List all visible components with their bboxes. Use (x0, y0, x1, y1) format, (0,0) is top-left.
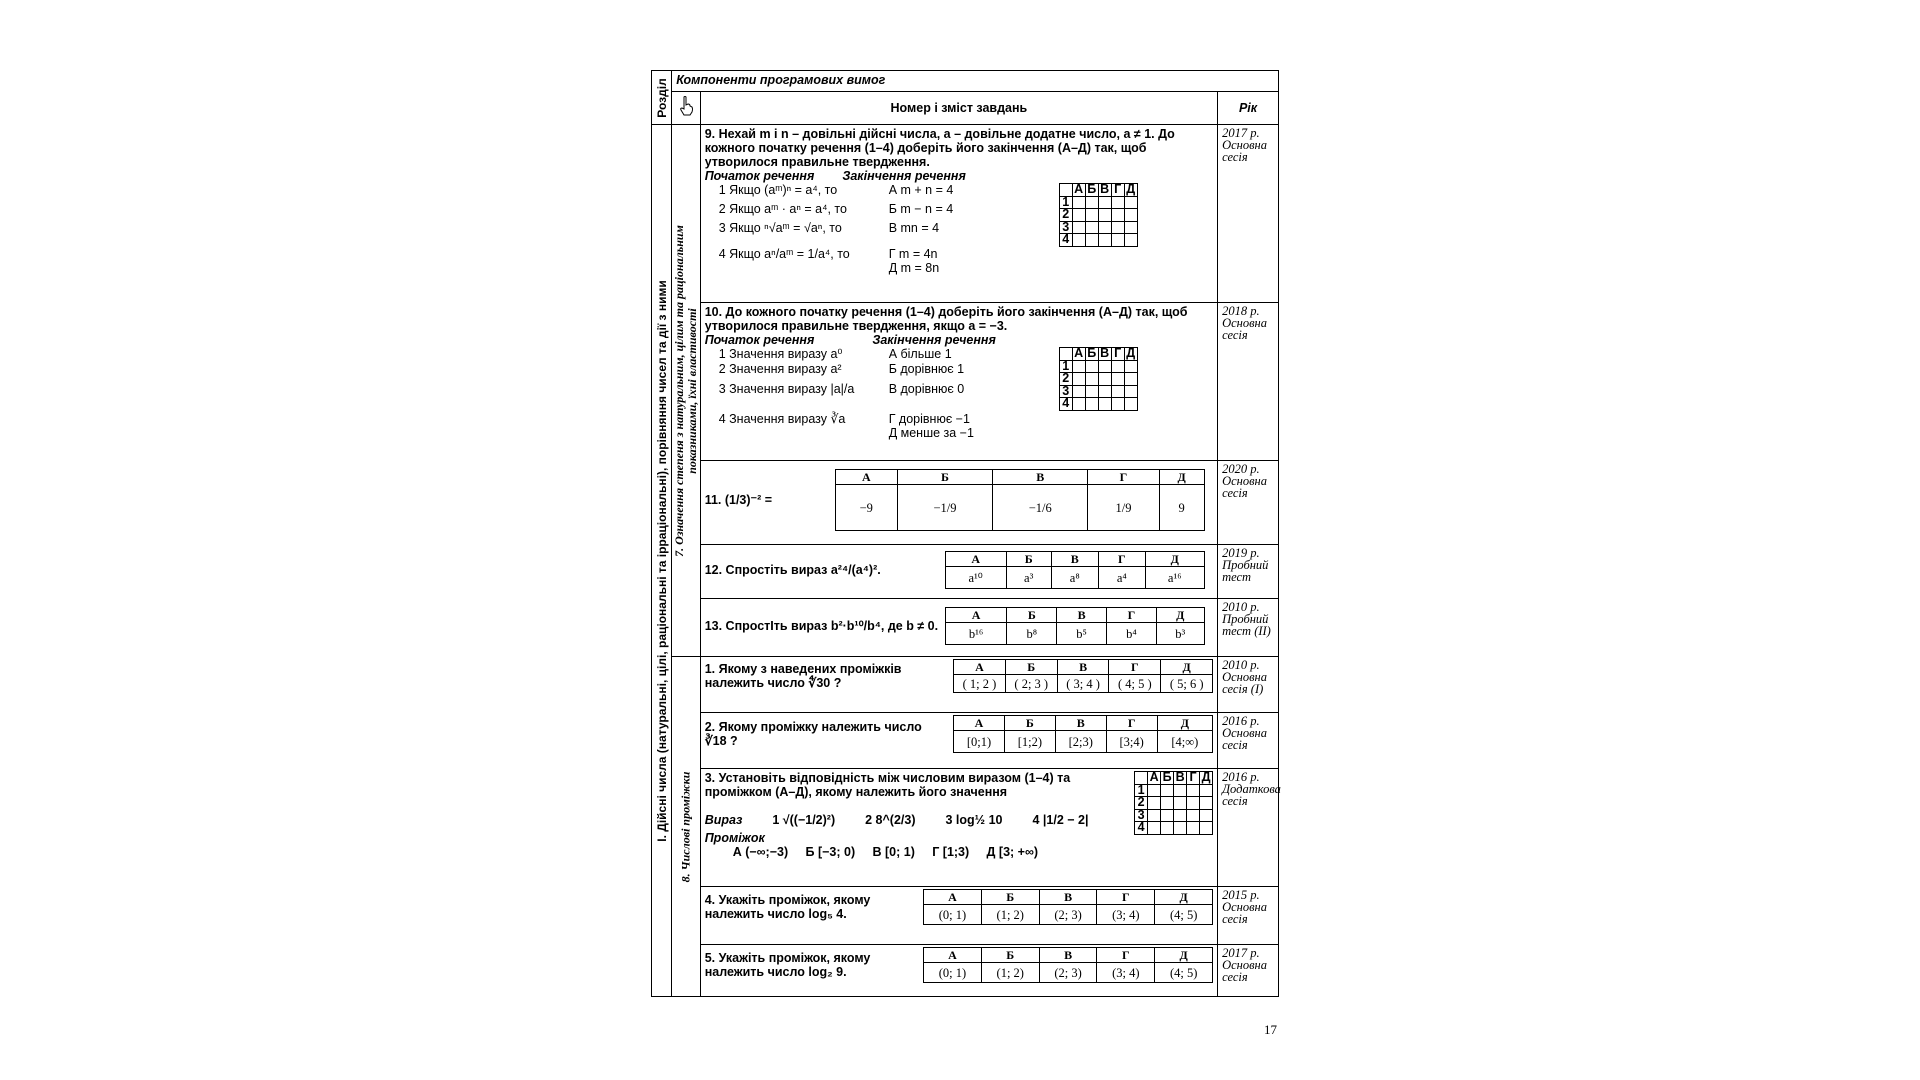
header-components: Компоненти програмових вимог (672, 71, 1279, 92)
task-12: 12. Спростіть вираз a²⁴/(a⁴)². А Б В Г Д a¹⁰ a³ a⁸ a⁴ a¹⁶ (700, 545, 1217, 599)
year-5: 2017 р. Основна сесія (1218, 945, 1279, 997)
header-section: Розділ (652, 71, 672, 125)
answers-13: А Б В Г Д b¹⁶ b⁸ b⁵ b⁴ b³ (945, 607, 1205, 645)
task-2: 2. Якому проміжку належить число ∛18 ? А Б В Г Д [0;1) [1;2) [2;3) [3;4) [4;∞) (700, 713, 1217, 769)
answers-11: А Б В Г Д −9 −1/9 −1/6 1/9 9 (835, 469, 1205, 531)
year-2: 2016 р. Основна сесія (1218, 713, 1279, 769)
year-11: 2020 р. Основна сесія (1218, 461, 1279, 545)
answers-4: А Б В Г Д (0; 1) (1; 2) (2; 3) (3; 4) (4; 5) (923, 889, 1213, 925)
requirements-table (651, 70, 1279, 997)
answer-grid-10: А Б В Г Д 1 2 3 4 (1059, 347, 1138, 411)
answer-grid-9: А Б В Г Д 1 2 3 4 (1059, 183, 1138, 247)
year-4: 2015 р. Основна сесія (1218, 887, 1279, 945)
task-9: 9. Нехай m і n – довільні дійсні числа, a – довільне додатне число, a ≠ 1. До кожного початку речення (1–4) доберіть його закінчення (А–Д) так, щоб утворилося правильне твердження. Початок речення Закінчення речення 1 Якщо (aᵐ)ⁿ = a⁴, то 2 Якщо aᵐ · aⁿ = a⁴, то 3 Якщо ⁿ√aᵐ = √aⁿ, то 4 Якщо aⁿ/aᵐ = 1/a⁴, то А m + n = 4 Б m − n = 4 В mn = 4 Г m = 4n Д m = 8n А Б В Г Д 1 2 3 4 (700, 125, 1217, 303)
year-3: 2016 р. Додаткова сесія (1218, 769, 1279, 887)
header-year: Рік (1218, 92, 1279, 125)
section-title: І. Дійсні числа (натуральні, цілі, раціональні та ірраціональні), порівняння чисел та дії з ними (652, 125, 672, 997)
year-9: 2017 р. Основна сесія (1218, 125, 1279, 303)
subsection-8: 8. Числові проміжки (672, 657, 700, 997)
year-10: 2018 р. Основна сесія (1218, 303, 1279, 461)
year-13: 2010 р. Пробний тест (ІІ) (1218, 599, 1279, 657)
task-4: 4. Укажіть проміжок, якому належить число log₅ 4. А Б В Г Д (0; 1) (1; 2) (2; 3) (3; 4) (4; 5) (700, 887, 1217, 945)
task-13: 13. СпростІть вираз b²·b¹⁰/b⁴, де b ≠ 0. А Б В Г Д b¹⁶ b⁸ b⁵ b⁴ b³ (700, 599, 1217, 657)
task-3: 3. Установіть відповідність між числовим виразом (1–4) та проміжком (А–Д), якому належить його значення А Б В Г Д 1 2 3 4 Вираз 1 √((−1/2)²) 2 8^(2/3) 3 log½ 10 4 |1/2 − 2| Проміжок А (−∞;−3) Б [−3; 0) В [0; 1) Г [1;3) Д [3; +∞) (700, 769, 1217, 887)
answers-2: А Б В Г Д [0;1) [1;2) [2;3) [3;4) [4;∞) (953, 715, 1213, 753)
year-1: 2010 р. Основна сесія (І) (1218, 657, 1279, 713)
answers-5: А Б В Г Д (0; 1) (1; 2) (2; 3) (3; 4) (4; 5) (923, 947, 1213, 983)
task-11: 11. (1/3)⁻² = А Б В Г Д −9 −1/9 −1/6 1/9 9 (700, 461, 1217, 545)
textbook-page (651, 70, 1279, 1010)
task-1: 1. Якому з наведених проміжків належить число ∜30 ? А Б В Г Д ( 1; 2 ) ( 2; 3 ) ( 3; 4 ) ( 4; 5 ) ( 5; 6 ) (700, 657, 1217, 713)
subsection-7: 7. Означення степеня з натуральним, цілим та раціональним показниками, їхні властивості (672, 125, 700, 657)
page-number: 17 (1264, 1022, 1277, 1037)
answer-grid-3: А Б В Г Д 1 2 3 4 (1134, 771, 1213, 835)
hand-pointer-icon (672, 92, 700, 125)
year-12: 2019 р. Пробний тест (1218, 545, 1279, 599)
task-5: 5. Укажіть проміжок, якому належить число log₂ 9. А Б В Г Д (0; 1) (1; 2) (2; 3) (3; 4) (4; 5) (700, 945, 1217, 997)
task-10: 10. До кожного початку речення (1–4) доберіть його закінчення (А–Д) так, щоб утворилося правильне твердження, якщо a = −3. Початок речення Закінчення речення 1 Значення виразу a⁰ 2 Значення виразу a² 3 Значення виразу |a|/a 4 Значення виразу ∛a А більше 1 Б дорівнює 1 В дорівнює 0 Г дорівнює −1 Д менше за −1 А Б В Г Д 1 2 3 4 (700, 303, 1217, 461)
header-tasks: Номер і зміст завдань (700, 92, 1217, 125)
answers-12: А Б В Г Д a¹⁰ a³ a⁸ a⁴ a¹⁶ (945, 551, 1205, 589)
answers-1: А Б В Г Д ( 1; 2 ) ( 2; 3 ) ( 3; 4 ) ( 4; 5 ) ( 5; 6 ) (953, 659, 1213, 693)
